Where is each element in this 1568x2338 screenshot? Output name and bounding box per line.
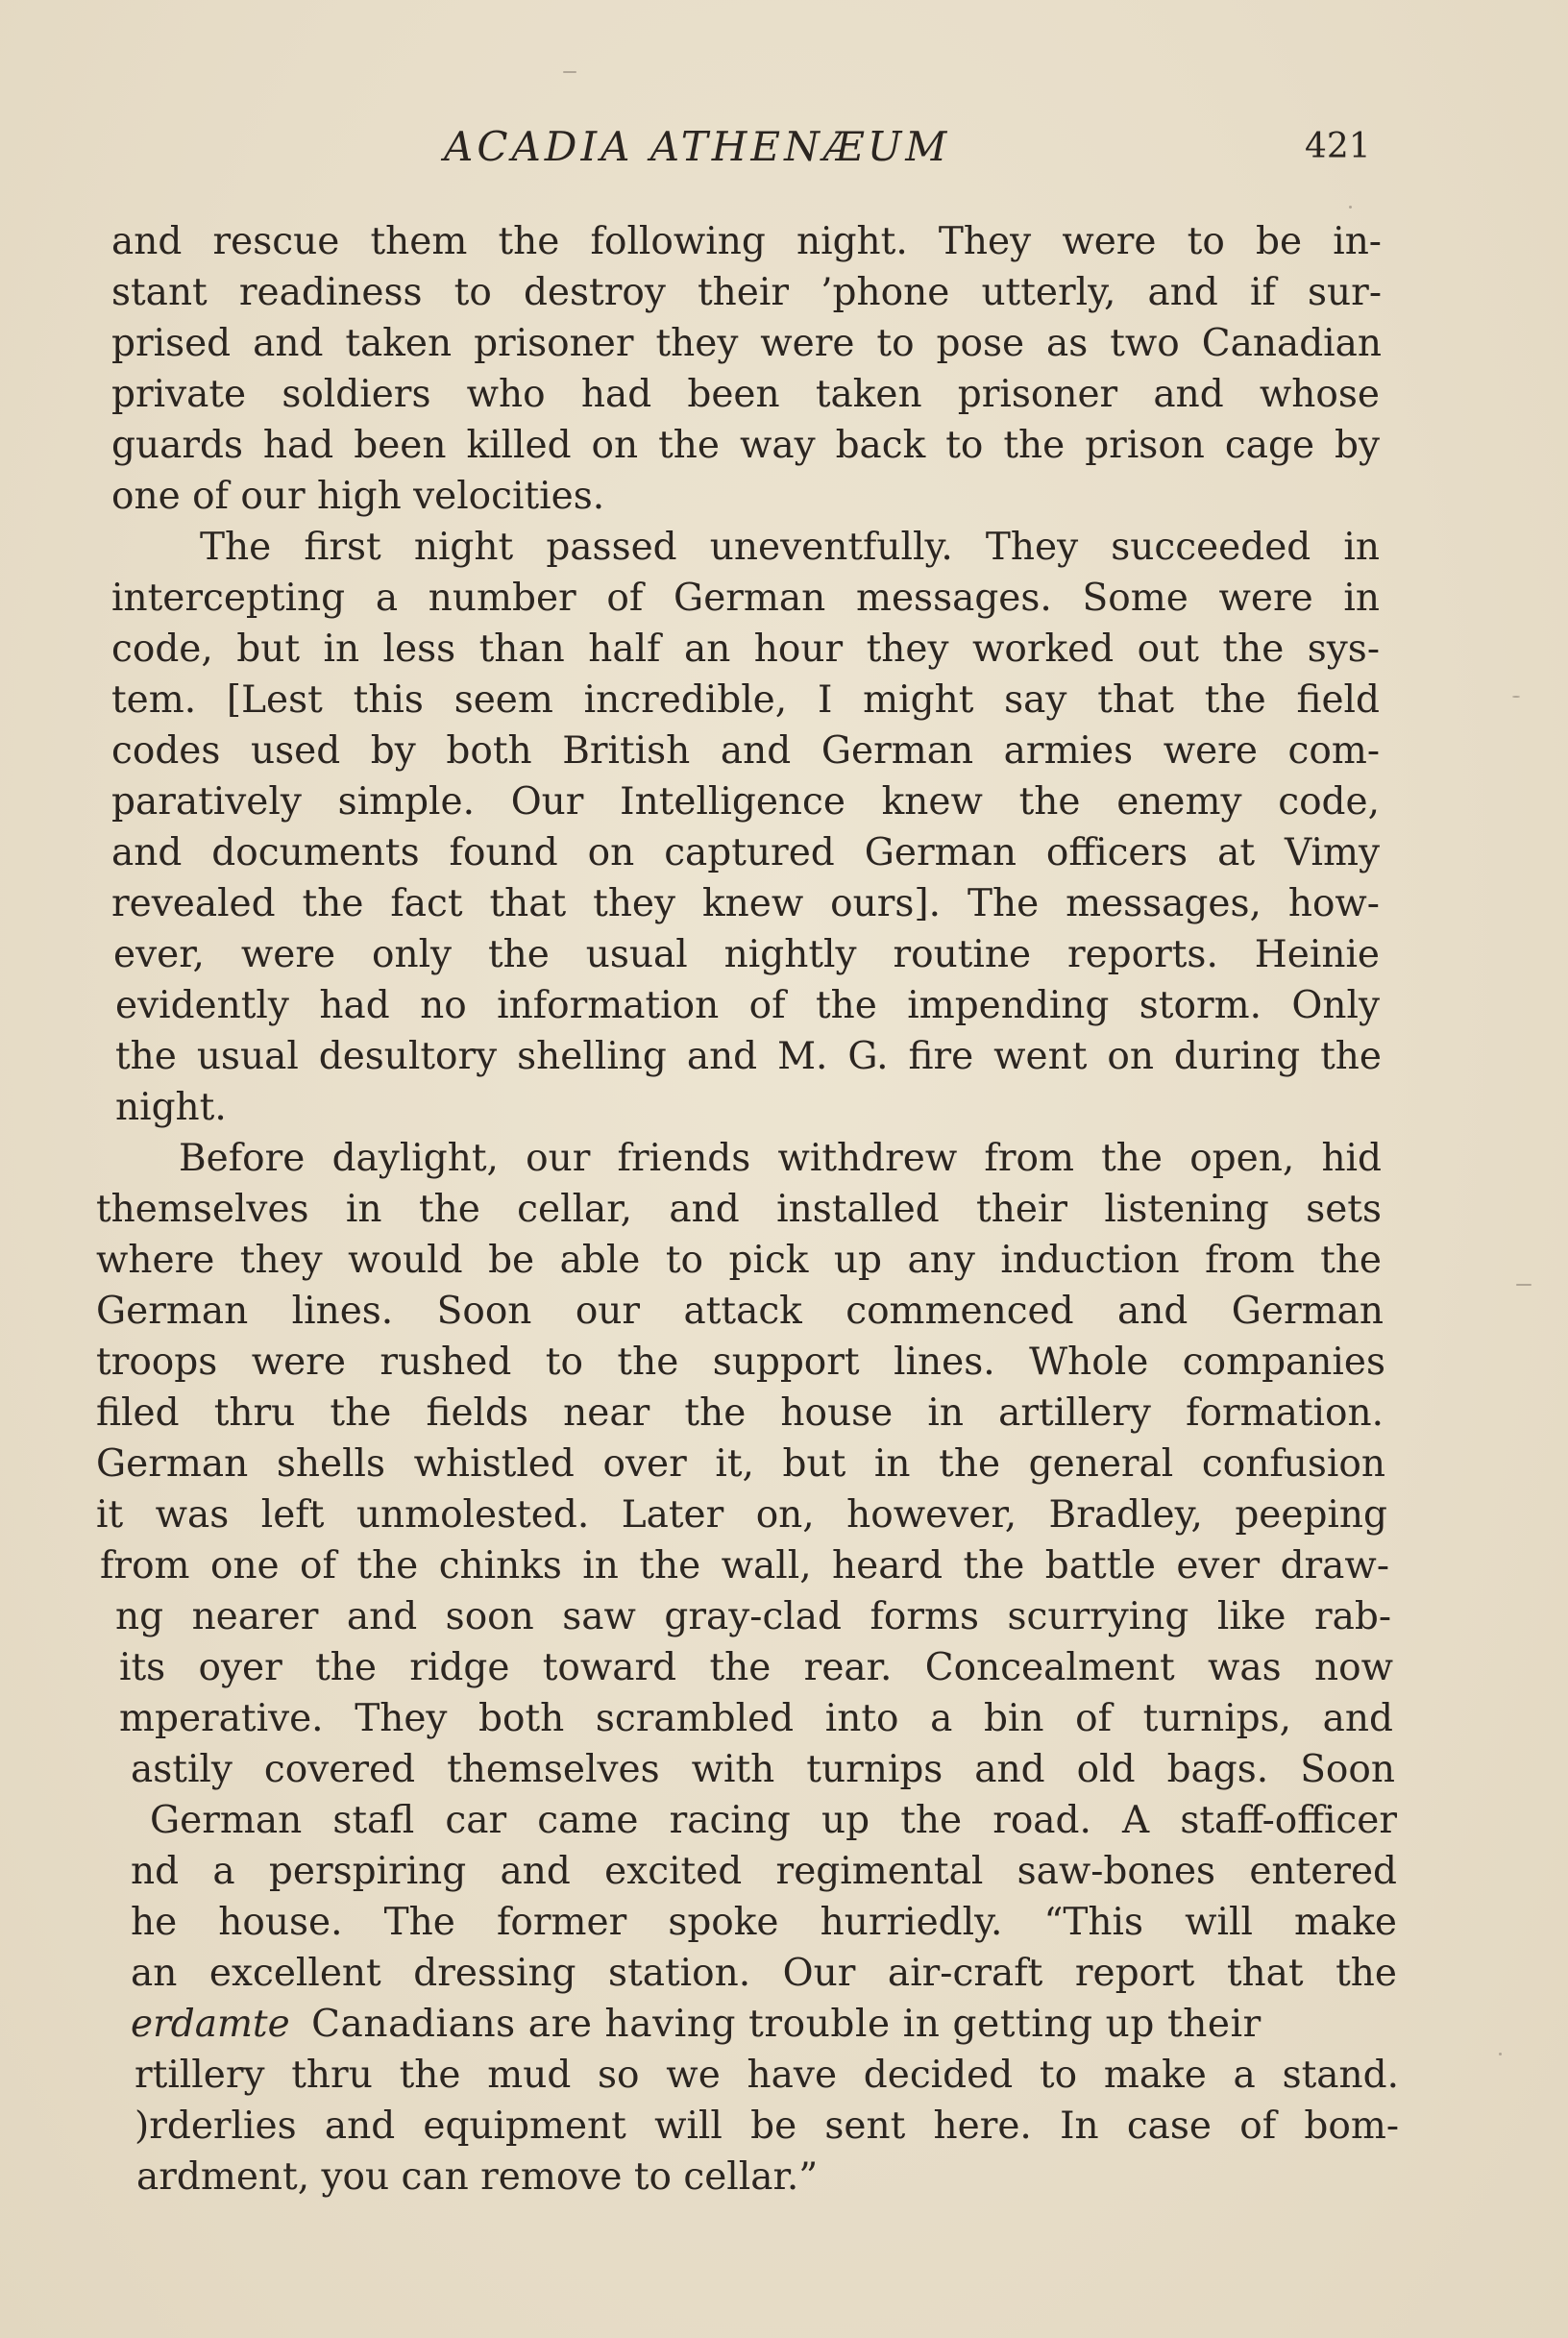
text-line-rest: Canadians are having trouble in getting up their [311, 2003, 1262, 2046]
running-head [0, 123, 1568, 181]
text-line: it was left unmolested. Later on, however, Bradley, peeping [96, 1493, 1387, 1537]
text-line: astily covered themselves with turnips and old bags. Soon [131, 1748, 1395, 1791]
text-line: and documents found on captured German officers at Vimy [111, 831, 1380, 874]
text-line: paratively simple. Our Intelligence knew the enemy code, [111, 780, 1380, 824]
text-line: The first night passed uneventfully. They succeeded in [200, 526, 1380, 569]
text-line: mperative. They both scrambled into a bin of turnips, and [119, 1697, 1393, 1740]
page-number: 421 [1305, 127, 1371, 166]
text-line: ardment, you can remove to cellar.” [136, 2155, 819, 2199]
text-line: German stafl car came racing up the road. A staff-officer [150, 1799, 1397, 1842]
paper-speck [1512, 696, 1520, 698]
text-line: he house. The former spoke hurriedly. “This will make [131, 1901, 1397, 1944]
journal-title: ACADIA ATHENÆUM [444, 123, 951, 170]
paper-speck [1349, 206, 1352, 209]
text-line: tem. [Lest this seem incredible, I might say that the field [111, 678, 1380, 722]
text-line: German lines. Soon our attack commenced and German [96, 1290, 1384, 1333]
text-line: evidently had no information of the impending storm. Only [115, 984, 1380, 1027]
paper-speck [1499, 2053, 1502, 2055]
text-line: troops were rushed to the support lines. Whole companies [96, 1341, 1385, 1384]
text-line: from one of the chinks in the wall, heard the battle ever draw- [100, 1544, 1389, 1587]
italic-word: erdamte [131, 2003, 290, 2046]
text-line: )rderlies and equipment will be sent here. In case of bom- [135, 2104, 1399, 2148]
text-line: and rescue them the following night. They were to be in- [111, 220, 1382, 263]
text-line: one of our high velocities. [111, 475, 605, 518]
text-line: codes used by both British and German armies were com- [111, 729, 1380, 773]
text-line: ever, were only the usual nightly routine reports. Heinie [113, 933, 1380, 976]
text-line: the usual desultory shelling and M. G. fire went on during the [115, 1035, 1382, 1078]
text-line: nd a perspiring and excited regimental saw-bones entered [131, 1850, 1397, 1893]
text-line: where they would be able to pick up any induction from the [96, 1239, 1382, 1282]
text-line: code, but in less than half an hour they worked out the sys- [111, 628, 1380, 671]
text-line: prised and taken prisoner they were to pose as two Canadian [111, 322, 1382, 365]
paper-speck [1516, 1284, 1531, 1286]
text-line: an excellent dressing station. Our air-craft report that the [131, 1952, 1397, 1995]
text-line: night. [115, 1086, 227, 1129]
text-line: themselves in the cellar, and installed their listening sets [96, 1188, 1382, 1231]
text-line: Before daylight, our friends withdrew from the open, hid [179, 1137, 1382, 1180]
text-line: guards had been killed on the way back to the prison cage by [111, 424, 1380, 467]
text-line: rtillery thru the mud so we have decided to make a stand. [135, 2054, 1399, 2097]
text-line: its oyer the ridge toward the rear. Concealment was now [119, 1646, 1393, 1689]
text-line: revealed the fact that they knew ours]. The messages, how- [111, 882, 1380, 925]
text-line: ng nearer and soon saw gray-clad forms scurrying like rab- [115, 1595, 1391, 1638]
text-line: intercepting a number of German messages. Some were in [111, 577, 1380, 620]
text-line: private soldiers who had been taken prisoner and whose [111, 373, 1380, 416]
paper-speck [563, 71, 576, 73]
text-line: German shells whistled over it, but in the general confusion [96, 1442, 1385, 1486]
text-line: stant readiness to destroy their ’phone utterly, and if sur- [111, 271, 1382, 314]
text-line: filed thru the fields near the house in artillery formation. [96, 1391, 1384, 1435]
text-line [131, 2000, 1397, 2050]
